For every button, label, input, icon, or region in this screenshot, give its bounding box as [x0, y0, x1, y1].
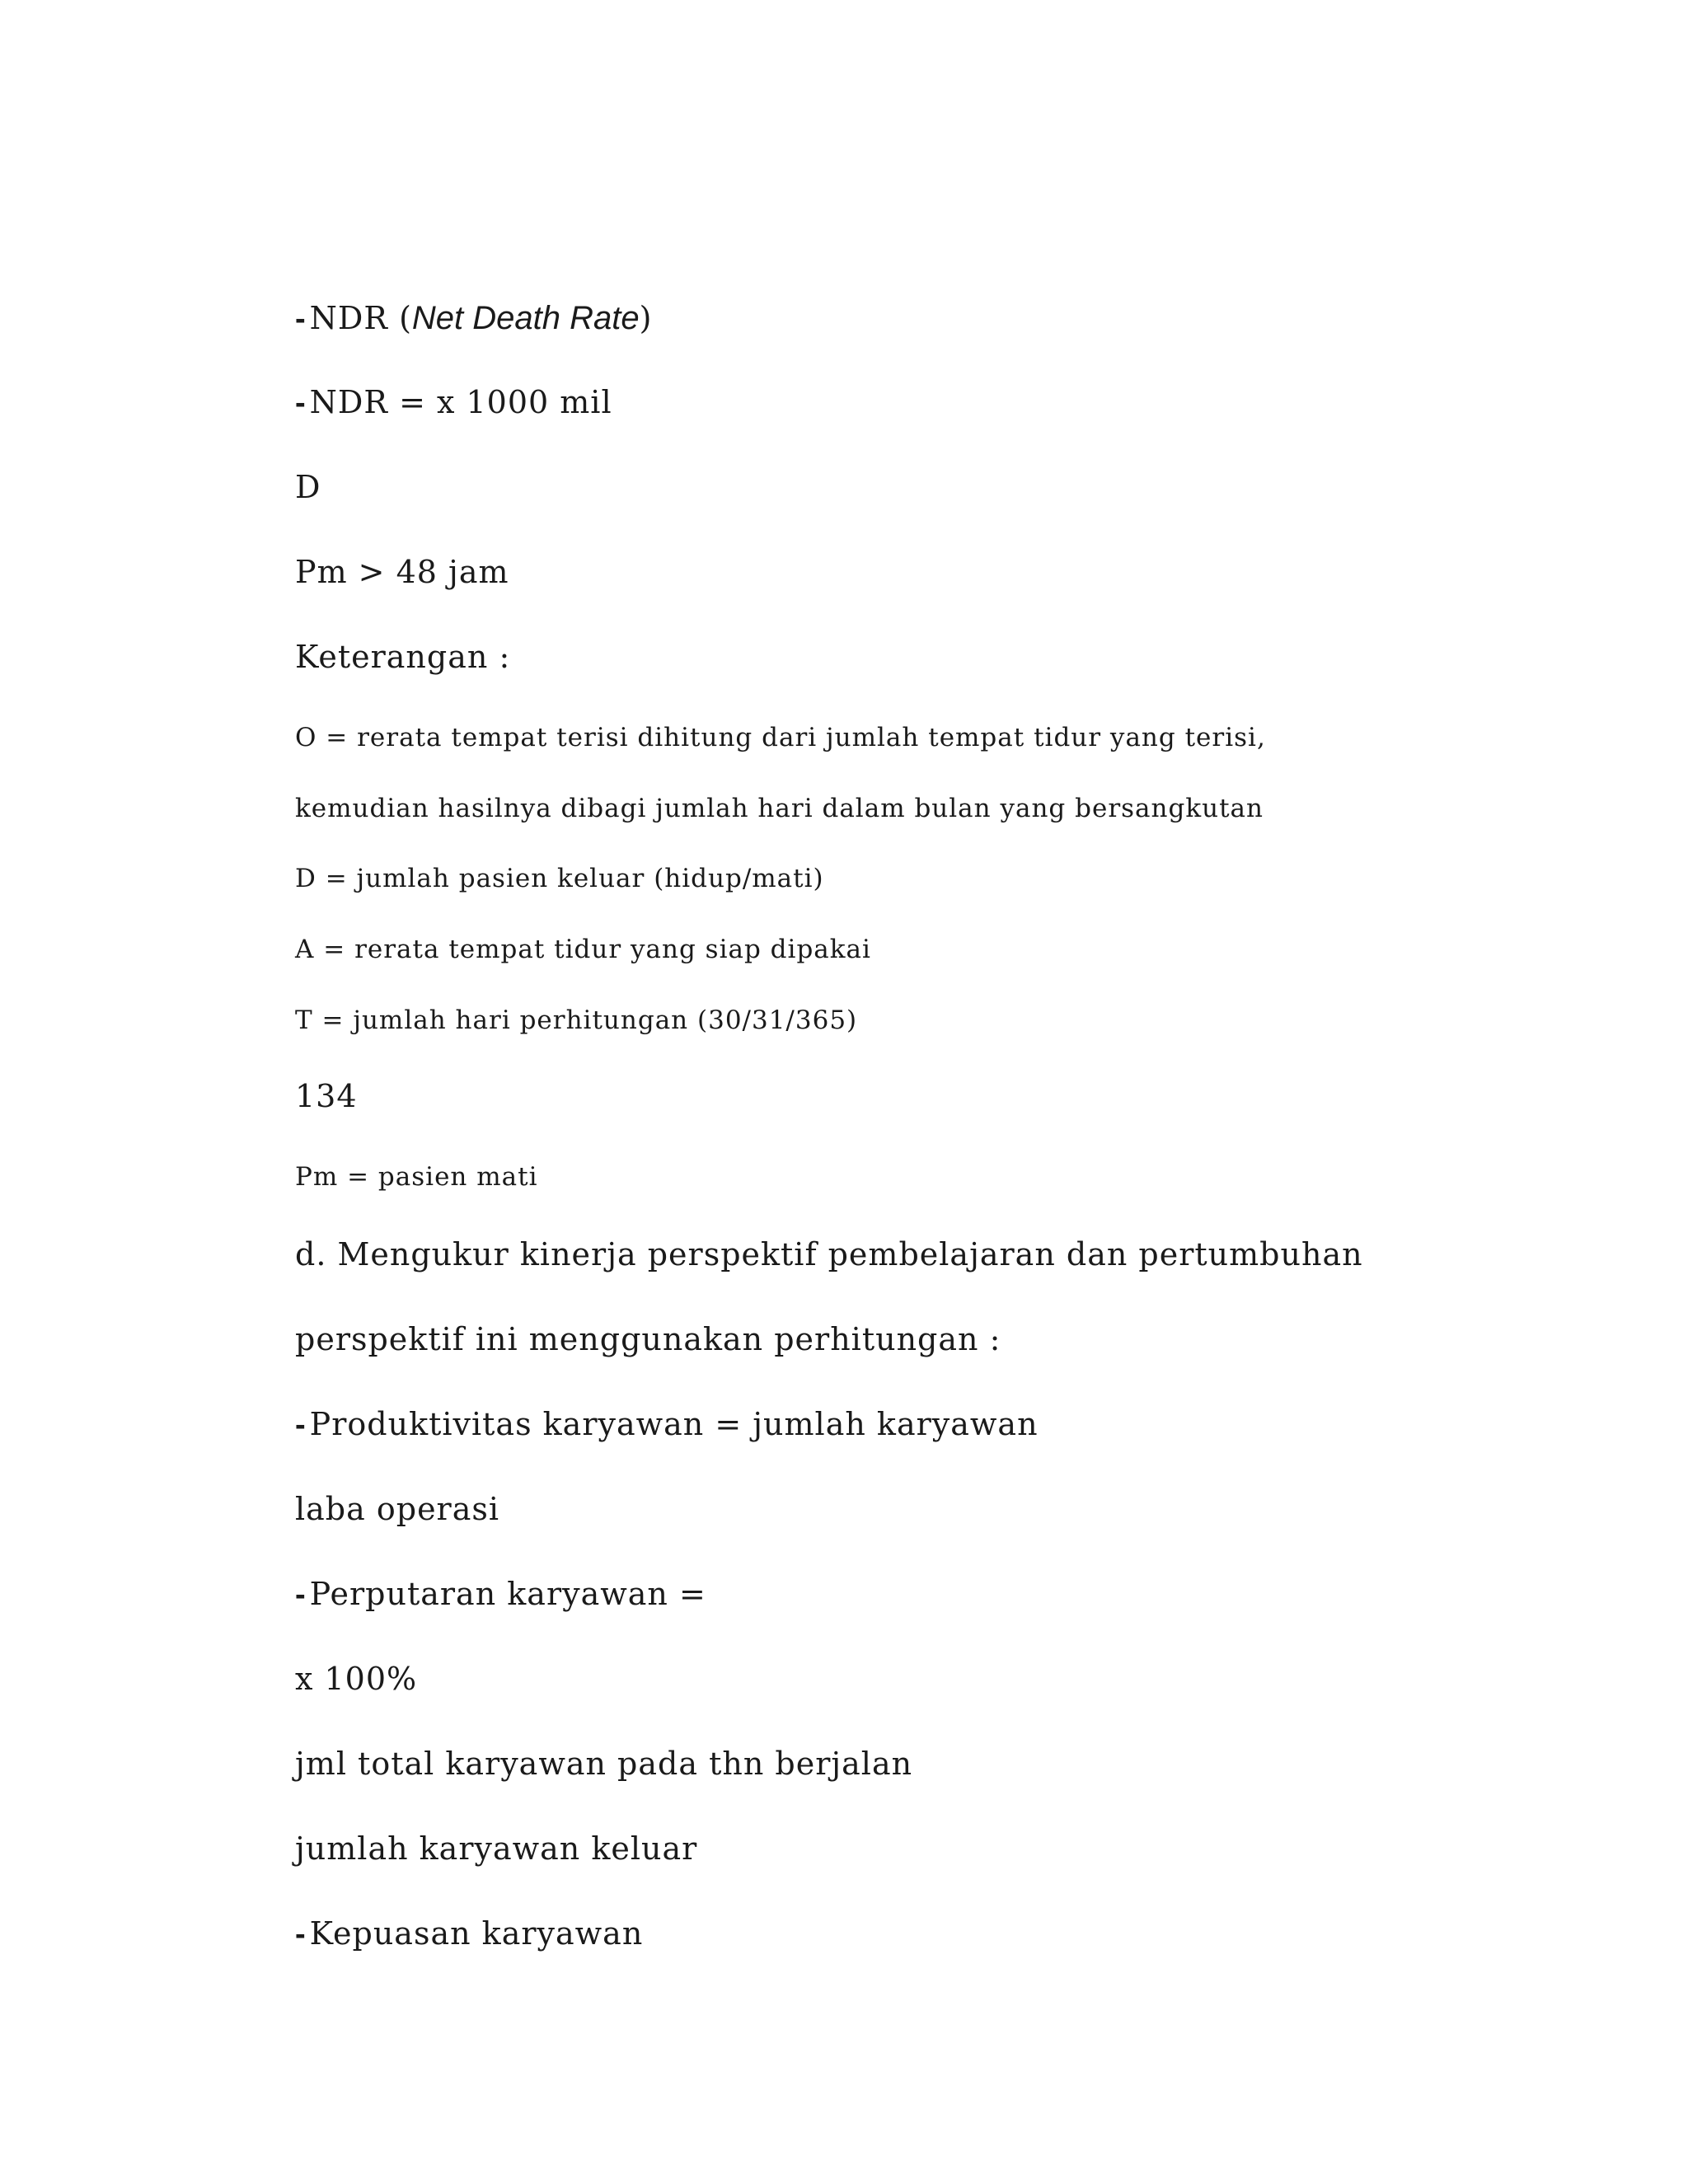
bullet-dash: -: [295, 1577, 307, 1612]
definition-t: T = jumlah hari perhitungan (30/31/365): [295, 1005, 858, 1035]
kepuasan-item-text: Kepuasan karyawan: [309, 1915, 644, 1952]
produktivitas-formula-text: Produktivitas karyawan = jumlah karyawan: [309, 1406, 1039, 1442]
section-d-intro: perspektif ini menggunakan perhitungan :: [295, 1321, 1001, 1357]
ndr-heading-italic: Net Death Rate: [411, 300, 640, 336]
ndr-formula: [295, 384, 612, 420]
perputaran-formula: [295, 1578, 706, 1610]
page-number: 134: [295, 1078, 358, 1114]
produktivitas-formula: [295, 1408, 1039, 1441]
produktivitas-numerator: laba operasi: [295, 1491, 500, 1527]
definition-pm: Pm = pasien mati: [295, 1162, 538, 1192]
perputaran-formula-text: Perputaran karyawan =: [309, 1576, 706, 1612]
perputaran-denominator: jml total karyawan pada thn berjalan: [295, 1746, 913, 1782]
ndr-formula-text: NDR = x 1000 mil: [309, 384, 612, 420]
formula-denominator: Pm > 48 jam: [295, 554, 509, 590]
perputaran-multiplier: x 100%: [295, 1661, 418, 1697]
bullet-dash: -: [295, 1408, 307, 1442]
ndr-heading-suffix: ): [639, 300, 653, 336]
definition-a: A = rerata tempat tidur yang siap dipakai: [295, 935, 871, 964]
bullet-dash: -: [295, 386, 307, 420]
definition-o-continued: kemudian hasilnya dibagi jumlah hari dalam bulan yang bersangkutan: [295, 794, 1264, 823]
kepuasan-item: [295, 1915, 644, 1952]
keterangan-heading: Keterangan :: [295, 639, 511, 675]
ndr-heading-prefix: NDR (: [309, 300, 412, 336]
bullet-dash: -: [295, 302, 307, 336]
perputaran-numerator: jumlah karyawan keluar: [295, 1830, 698, 1867]
bullet-dash: -: [295, 1917, 307, 1952]
section-d-heading: d. Mengukur kinerja perspektif pembelajaran dan pertumbuhan: [295, 1236, 1363, 1272]
ndr-heading: [295, 302, 652, 335]
definition-d: D = jumlah pasien keluar (hidup/mati): [295, 864, 824, 893]
formula-numerator: D: [295, 469, 321, 505]
definition-o: O = rerata tempat terisi dihitung dari jumlah tempat tidur yang terisi,: [295, 723, 1266, 752]
